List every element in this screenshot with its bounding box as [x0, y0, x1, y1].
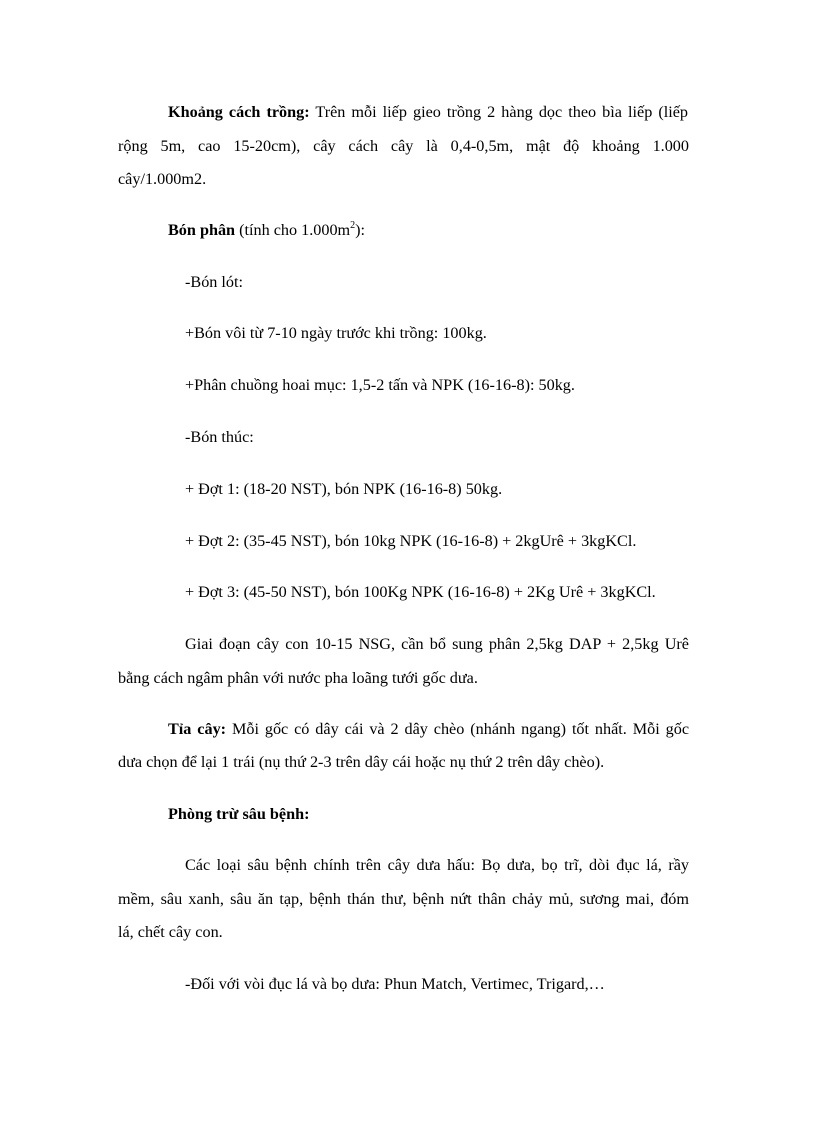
pruning-line-2: dưa chọn để lại 1 trái (nụ thứ 2-3 trên dây cái hoặc nụ thứ 2 trên dây chèo). — [118, 753, 605, 771]
pruning-line-1 — [168, 719, 689, 739]
planting-paragraph-line-1 — [168, 102, 688, 122]
fertilizer-note-superscript: 2 — [350, 220, 356, 231]
basal-item-2: +Phân chuồng hoai mục: 1,5-2 tấn và NPK (16-16-8): 50kg. — [185, 376, 575, 394]
pest-heading: Phòng trừ sâu bệnh: — [168, 805, 310, 823]
top-dress-item-3: + Đợt 3: (45-50 NST), bón 100Kg NPK (16-16-8) + 2Kg Urê + 3kgKCl. — [185, 583, 656, 601]
fertilizer-heading: Bón phân — [168, 221, 236, 239]
planting-text-1: Trên mỗi liếp gieo trồng 2 hàng dọc theo bìa liếp (liếp — [315, 103, 689, 121]
pest-line-3: lá, chết cây con. — [118, 923, 223, 941]
pruning-heading: Tỉa cây: — [168, 720, 227, 738]
planting-heading: Khoảng cách trồng: — [168, 103, 310, 121]
pest-line-1: Các loại sâu bệnh chính trên cây dưa hấu: Bọ dưa, bọ trĩ, dòi đục lá, rầy — [185, 856, 689, 874]
pest-line-2: mềm, sâu xanh, sâu ăn tạp, bệnh thán thư, bệnh nứt thân chảy mủ, sương mai, đóm — [118, 890, 689, 908]
top-dress-item-1: + Đợt 1: (18-20 NST), bón NPK (16-16-8) 50kg. — [185, 480, 503, 498]
top-dress-title: -Bón thúc: — [185, 428, 254, 446]
basal-item-1: +Bón vôi từ 7-10 ngày trước khi trồng: 100kg. — [185, 324, 487, 342]
seedling-line-2: bằng cách ngâm phân với nước pha loãng tưới gốc dưa. — [118, 669, 478, 687]
pest-heading-line — [168, 804, 310, 824]
seedling-line-1: Giai đoạn cây con 10-15 NSG, cần bổ sung phân 2,5kg DAP + 2,5kg Urê — [185, 635, 689, 653]
basal-title: -Bón lót: — [185, 273, 244, 291]
fertilizer-note-prefix: (tính cho 1.000m — [239, 221, 351, 239]
planting-paragraph-line-2: rộng 5m, cao 15-20cm), cây cách cây là 0,4-0,5m, mật độ khoảng 1.000 — [118, 137, 689, 155]
pest-line-4: -Đối với vòi đục lá và bọ dưa: Phun Match, Vertimec, Trigard,… — [185, 975, 605, 993]
top-dress-item-2: + Đợt 2: (35-45 NST), bón 10kg NPK (16-16-8) + 2kgUrê + 3kgKCl. — [185, 532, 637, 550]
fertilizer-heading-line — [168, 220, 365, 240]
fertilizer-note-suffix: ): — [355, 221, 366, 239]
planting-paragraph-line-3: cây/1.000m2. — [118, 170, 207, 188]
pruning-text-1: Mỗi gốc có dây cái và 2 dây chèo (nhánh ngang) tốt nhất. Mỗi gốc — [231, 720, 689, 738]
